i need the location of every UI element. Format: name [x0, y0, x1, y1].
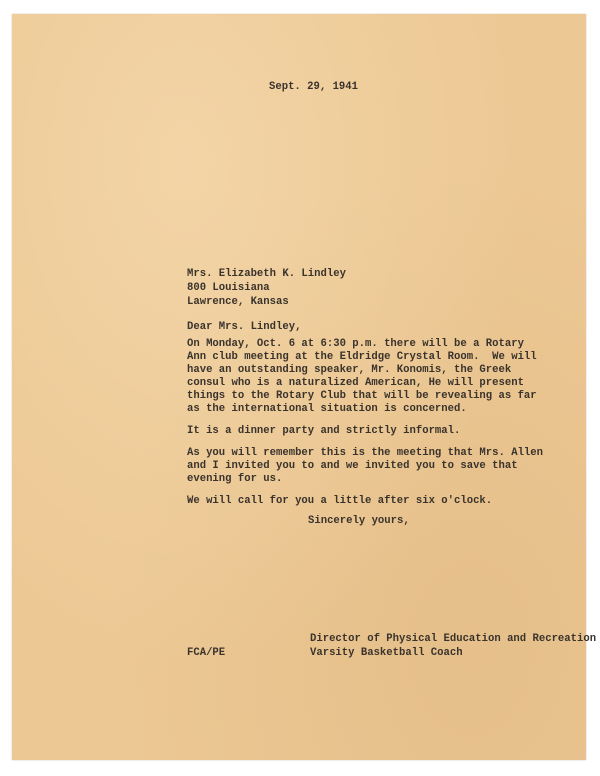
typist-initials: FCA/PE — [187, 647, 226, 659]
paragraph-line: as the international situation is concerned. — [187, 403, 467, 415]
letter-page — [12, 14, 597, 760]
recipient-name: Mrs. Elizabeth K. Lindley — [187, 268, 346, 280]
paragraph-line: Ann club meeting at the Eldridge Crystal Room. We will — [187, 351, 537, 363]
recipient-street: 800 Louisiana — [187, 282, 270, 294]
paragraph-line: On Monday, Oct. 6 at 6:30 p.m. there will be a Rotary — [187, 338, 524, 350]
paragraph-line: It is a dinner party and strictly informal. — [187, 425, 461, 437]
recipient-city: Lawrence, Kansas — [187, 296, 289, 308]
signature-title-line: Director of Physical Education and Recreation — [310, 633, 597, 645]
letter-date: Sept. 29, 1941 — [269, 81, 359, 93]
paragraph-line: have an outstanding speaker, Mr. Konomis, the Greek — [187, 364, 512, 376]
paragraph-line: As you will remember this is the meeting that Mrs. Allen — [187, 447, 544, 459]
closing: Sincerely yours, — [308, 515, 410, 527]
paragraph-line: evening for us. — [187, 473, 283, 485]
paragraph-line: We will call for you a little after six o'clock. — [187, 495, 493, 507]
paragraph-line: consul who is a naturalized American, He will present — [187, 377, 524, 389]
signature-title-line: Varsity Basketball Coach — [310, 647, 463, 659]
paragraph-line: and I invited you to and we invited you to save that — [187, 460, 518, 472]
paragraph-line: things to the Rotary Club that will be revealing as far — [187, 390, 537, 402]
salutation: Dear Mrs. Lindley, — [187, 321, 302, 333]
